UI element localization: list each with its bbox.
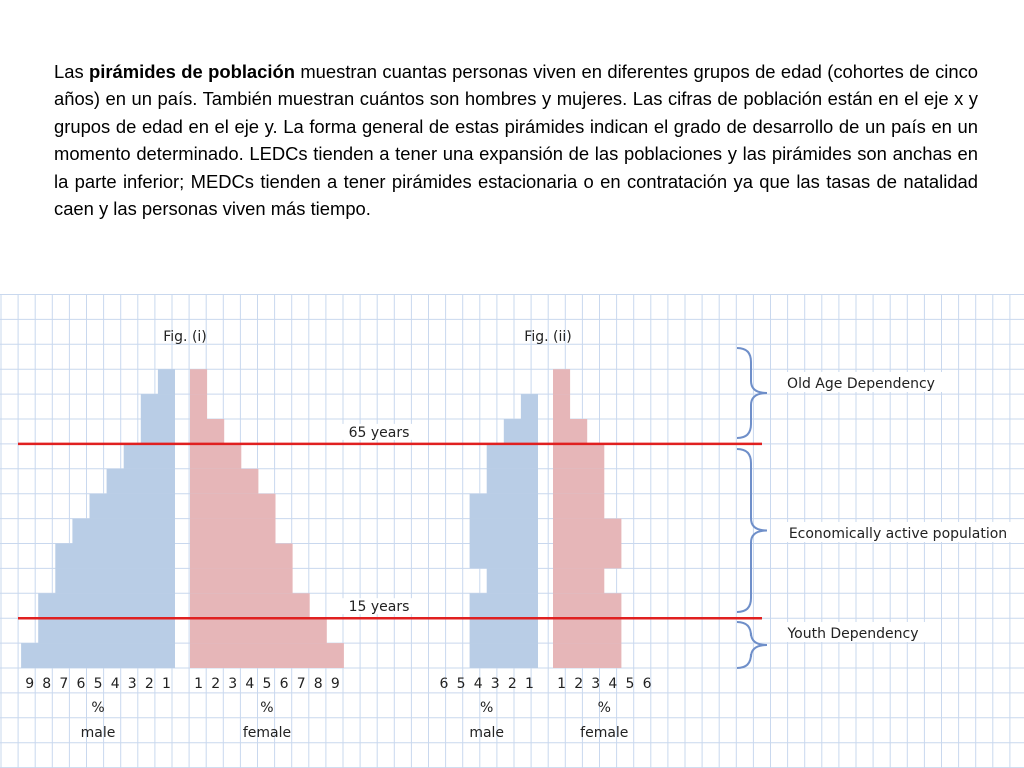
tick-label: 5	[625, 676, 635, 692]
male-bar	[470, 593, 538, 618]
tick-label: 4	[608, 676, 618, 692]
tick-label: 9	[25, 676, 35, 692]
male-bar	[72, 519, 175, 544]
tick-label: 1	[161, 676, 171, 692]
male-bar	[470, 519, 538, 544]
female-bar	[553, 494, 604, 519]
unit-label: %	[260, 700, 274, 716]
label-economically-active: Economically active population	[788, 526, 1008, 542]
male-bar	[504, 419, 538, 444]
female-bar	[190, 369, 207, 394]
population-pyramids-figure	[0, 294, 1024, 768]
tick-label: 6	[76, 676, 86, 692]
female-label: female	[242, 725, 292, 741]
female-bar	[190, 469, 258, 494]
female-bar	[190, 519, 276, 544]
figure-title: Fig. (ii)	[524, 329, 572, 345]
female-bar	[190, 593, 310, 618]
label-old-age-dependency: Old Age Dependency	[787, 376, 935, 392]
male-label: male	[469, 725, 505, 741]
tick-label: 3	[228, 676, 238, 692]
tick-label: 5	[456, 676, 466, 692]
female-bar	[553, 394, 570, 419]
bracket-old-age	[737, 348, 767, 438]
male-bar	[158, 369, 175, 394]
female-bar	[190, 419, 224, 444]
bracket-economically-active	[737, 449, 767, 612]
tick-label: 3	[591, 676, 601, 692]
intro-text-part: Las	[54, 61, 90, 82]
tick-label: 5	[93, 676, 103, 692]
male-bar	[107, 469, 175, 494]
female-bar	[553, 469, 604, 494]
tick-label: 3	[490, 676, 500, 692]
female-bar	[553, 568, 604, 593]
female-bar	[553, 519, 621, 544]
male-bar	[487, 469, 538, 494]
male-bar	[521, 394, 538, 419]
tick-label: 6	[642, 676, 652, 692]
tick-label: 2	[574, 676, 584, 692]
female-bar	[553, 593, 621, 618]
tick-label: 8	[313, 676, 323, 692]
tick-label: 2	[211, 676, 221, 692]
female-bar	[553, 444, 604, 469]
male-bar	[470, 494, 538, 519]
female-bar	[553, 643, 621, 668]
tick-label: 2	[144, 676, 154, 692]
female-bar	[190, 618, 327, 643]
intro-paragraph	[54, 58, 978, 222]
tick-label: 7	[296, 676, 306, 692]
dependency-brackets	[737, 348, 767, 668]
tick-label: 2	[507, 676, 517, 692]
label-65-years: 65 years	[348, 424, 410, 441]
tick-label: 4	[473, 676, 483, 692]
label-15-years: 15 years	[348, 599, 410, 616]
tick-label: 8	[42, 676, 52, 692]
tick-label: 7	[59, 676, 69, 692]
tick-label: 9	[330, 676, 340, 692]
tick-label: 5	[262, 676, 272, 692]
female-bar	[190, 394, 207, 419]
male-bar	[487, 444, 538, 469]
label-youth-dependency: Youth Dependency	[787, 626, 919, 642]
male-bar	[38, 618, 175, 643]
male-bar	[21, 643, 175, 668]
male-bar	[470, 643, 538, 668]
female-bar	[190, 494, 276, 519]
female-bar	[190, 568, 293, 593]
male-label: male	[80, 725, 116, 741]
male-bar	[124, 444, 175, 469]
unit-label: %	[480, 700, 494, 716]
tick-label: 6	[279, 676, 289, 692]
tick-label: 4	[245, 676, 255, 692]
female-bar	[190, 444, 241, 469]
tick-label: 3	[127, 676, 137, 692]
female-bar	[190, 544, 293, 569]
unit-label: %	[597, 700, 611, 716]
male-bar	[38, 593, 175, 618]
male-bar	[141, 394, 175, 419]
tick-label: 1	[557, 676, 567, 692]
tick-label: 6	[439, 676, 449, 692]
male-bar	[55, 568, 175, 593]
female-bar	[553, 419, 587, 444]
male-bar	[141, 419, 175, 444]
female-bar	[553, 544, 621, 569]
bracket-youth	[737, 622, 767, 668]
male-bar	[470, 544, 538, 569]
intro-text-part: muestran cuantas personas viven en diferentes grupos de edad (cohortes de cinco años) en un país. También muestran cuántos son hombres y mujeres. Las cifras de población están en el eje x y grupos de edad en el eje y. La forma general de estas pirámides indican el grado de desarrollo de un país en un momento determinado. LEDCs tienden a tener una expansión de las poblaciones y las pirámides son anchas en la parte inferior; MEDCs tienden a tener pirámides estacionaria o en contratación ya que las tasas de natalidad caen y las personas viven más tiempo.	[54, 61, 978, 220]
tick-label: 1	[524, 676, 534, 692]
male-bar	[487, 568, 538, 593]
male-bar	[90, 494, 176, 519]
male-bar	[470, 618, 538, 643]
female-bar	[553, 618, 621, 643]
female-label: female	[580, 725, 629, 741]
female-bar	[190, 643, 344, 668]
unit-label: %	[91, 700, 105, 716]
figure-title: Fig. (i)	[163, 329, 207, 345]
tick-label: 4	[110, 676, 120, 692]
intro-bold-term: pirámides de población	[89, 61, 295, 82]
male-bar	[55, 544, 175, 569]
female-bar	[553, 369, 570, 394]
tick-label: 1	[194, 676, 204, 692]
